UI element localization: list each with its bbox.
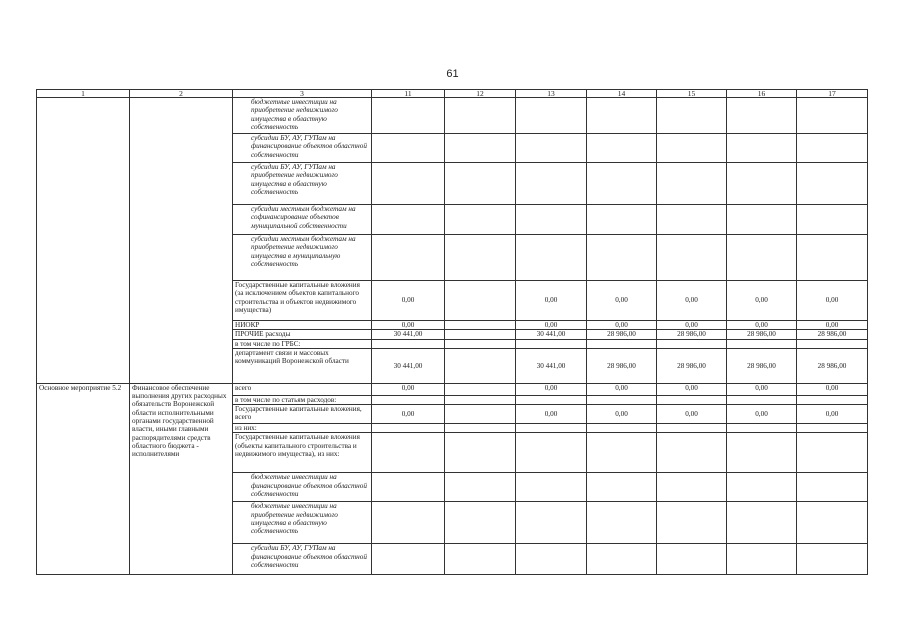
value-cell: [445, 348, 516, 383]
row-label: бюджетные инвестиции на приобретение недвижимого имущества в областную собственность: [233, 502, 372, 544]
value-cell: [587, 235, 657, 281]
value-cell: 0,00: [657, 281, 727, 321]
value-cell: 0,00: [797, 321, 868, 330]
value-cell: 0,00: [372, 383, 445, 395]
row-label: департамент связи и массовых коммуникаций Воронежской области: [233, 348, 372, 383]
value-cell: [797, 473, 868, 502]
value-cell: [727, 424, 797, 433]
value-cell: [797, 339, 868, 348]
value-cell: 0,00: [516, 321, 587, 330]
value-cell: 0,00: [516, 281, 587, 321]
value-cell: 28 986,00: [727, 348, 797, 383]
value-cell: [657, 424, 727, 433]
value-cell: 0,00: [516, 383, 587, 395]
value-cell: [727, 433, 797, 473]
value-cell: [797, 205, 868, 235]
value-cell: [797, 544, 868, 575]
column-header: 16: [727, 90, 797, 98]
row-label: Государственные капитальные вложения, всего: [233, 405, 372, 424]
row-label: субсидии местным бюджетам на приобретение недвижимого имущества в муниципальную собственность: [233, 235, 372, 281]
value-cell: [657, 235, 727, 281]
column-header: 3: [233, 90, 372, 98]
value-cell: [727, 544, 797, 575]
value-cell: [657, 205, 727, 235]
row-label: бюджетные инвестиции на приобретение недвижимого имущества в областную собственность: [233, 98, 372, 134]
value-cell: 0,00: [657, 405, 727, 424]
value-cell: [657, 502, 727, 544]
value-cell: 0,00: [797, 281, 868, 321]
column-header: 11: [372, 90, 445, 98]
value-cell: [587, 98, 657, 134]
value-cell: 28 986,00: [657, 330, 727, 339]
column-header: 13: [516, 90, 587, 98]
value-cell: [797, 395, 868, 404]
value-cell: [727, 98, 797, 134]
value-cell: [797, 98, 868, 134]
value-cell: 0,00: [372, 405, 445, 424]
value-cell: [797, 433, 868, 473]
value-cell: [587, 433, 657, 473]
event-cell-empty: [37, 98, 130, 384]
value-cell: [372, 544, 445, 575]
value-cell: [372, 473, 445, 502]
value-cell: [445, 330, 516, 339]
value-cell: [372, 134, 445, 163]
value-cell: [445, 405, 516, 424]
value-cell: [727, 235, 797, 281]
table-row: [37, 383, 868, 395]
value-cell: [727, 395, 797, 404]
column-header: 15: [657, 90, 727, 98]
value-cell: 30 441,00: [516, 348, 587, 383]
value-cell: [372, 395, 445, 404]
column-header: 2: [130, 90, 233, 98]
value-cell: [516, 395, 587, 404]
value-cell: [657, 339, 727, 348]
value-cell: [657, 544, 727, 575]
value-cell: [657, 134, 727, 163]
value-cell: [372, 98, 445, 134]
value-cell: [516, 235, 587, 281]
value-cell: 28 986,00: [797, 348, 868, 383]
row-label: ПРОЧИЕ расходы: [233, 330, 372, 339]
value-cell: [445, 502, 516, 544]
value-cell: 0,00: [587, 405, 657, 424]
value-cell: [445, 321, 516, 330]
value-cell: [516, 134, 587, 163]
page-number: 61: [446, 68, 459, 80]
value-cell: [797, 502, 868, 544]
value-cell: 30 441,00: [372, 348, 445, 383]
value-cell: 0,00: [727, 405, 797, 424]
value-cell: [587, 424, 657, 433]
value-cell: [727, 473, 797, 502]
value-cell: 0,00: [727, 281, 797, 321]
value-cell: [445, 339, 516, 348]
value-cell: 28 986,00: [797, 330, 868, 339]
value-cell: [445, 424, 516, 433]
value-cell: 0,00: [797, 405, 868, 424]
value-cell: [797, 134, 868, 163]
value-cell: 0,00: [727, 321, 797, 330]
value-cell: 30 441,00: [516, 330, 587, 339]
value-cell: [372, 163, 445, 205]
value-cell: 0,00: [657, 383, 727, 395]
value-cell: [372, 205, 445, 235]
value-cell: [657, 395, 727, 404]
value-cell: 30 441,00: [372, 330, 445, 339]
value-cell: 0,00: [372, 281, 445, 321]
value-cell: [587, 339, 657, 348]
row-label: субсидии местным бюджетам на софинансирование объектов муниципальной собственности: [233, 205, 372, 235]
row-label: в том числе по статьям расходов:: [233, 395, 372, 404]
value-cell: [587, 502, 657, 544]
value-cell: [445, 383, 516, 395]
value-cell: [445, 98, 516, 134]
value-cell: [727, 134, 797, 163]
value-cell: [657, 98, 727, 134]
value-cell: [445, 544, 516, 575]
value-cell: [516, 98, 587, 134]
value-cell: 0,00: [587, 321, 657, 330]
table-row: [37, 98, 868, 134]
value-cell: [516, 433, 587, 473]
value-cell: [797, 235, 868, 281]
row-label: из них:: [233, 424, 372, 433]
row-label: бюджетные инвестиции на финансирование объектов областной собственности: [233, 473, 372, 502]
value-cell: [657, 163, 727, 205]
column-header: 17: [797, 90, 868, 98]
value-cell: [372, 433, 445, 473]
value-cell: [516, 502, 587, 544]
value-cell: [445, 473, 516, 502]
value-cell: [445, 134, 516, 163]
description-cell: Финансовое обеспечение выполнения других расходных обязательств Воронежской области исполнительными органами государственной власти, иными главными распорядителями средств областного бюджета - исполнителями: [130, 383, 233, 575]
column-header: 12: [445, 90, 516, 98]
value-cell: 28 986,00: [657, 348, 727, 383]
value-cell: [372, 502, 445, 544]
row-label: субсидии БУ, АУ, ГУПам на финансирование объектов областной собственности: [233, 134, 372, 163]
value-cell: [445, 235, 516, 281]
value-cell: [587, 395, 657, 404]
value-cell: [516, 163, 587, 205]
column-header: 14: [587, 90, 657, 98]
row-label: субсидии БУ, АУ, ГУПам на финансирование объектов областной собственности: [233, 544, 372, 575]
value-cell: [657, 473, 727, 502]
budget-table: [36, 89, 868, 575]
row-label: Государственные капитальные вложения (объекты капитального строительства и недвижимого имущества), из них:: [233, 433, 372, 473]
value-cell: [657, 433, 727, 473]
value-cell: [516, 205, 587, 235]
value-cell: [727, 205, 797, 235]
value-cell: [587, 544, 657, 575]
value-cell: [727, 339, 797, 348]
row-label: субсидии БУ, АУ, ГУПам на приобретение недвижимого имущества в областную собственность: [233, 163, 372, 205]
value-cell: [587, 163, 657, 205]
value-cell: 28 986,00: [727, 330, 797, 339]
value-cell: [372, 424, 445, 433]
value-cell: [516, 424, 587, 433]
value-cell: 0,00: [587, 383, 657, 395]
value-cell: 0,00: [372, 321, 445, 330]
value-cell: [797, 424, 868, 433]
value-cell: [445, 163, 516, 205]
value-cell: [727, 502, 797, 544]
value-cell: [372, 339, 445, 348]
row-label: НИОКР: [233, 321, 372, 330]
value-cell: 0,00: [727, 383, 797, 395]
value-cell: 0,00: [797, 383, 868, 395]
row-label: всего: [233, 383, 372, 395]
value-cell: 0,00: [587, 281, 657, 321]
value-cell: [587, 205, 657, 235]
value-cell: 28 986,00: [587, 330, 657, 339]
value-cell: [587, 473, 657, 502]
value-cell: [727, 163, 797, 205]
description-cell-empty: [130, 98, 233, 384]
value-cell: [516, 339, 587, 348]
value-cell: [516, 473, 587, 502]
event-cell: Основное мероприятие 5.2: [37, 383, 130, 575]
value-cell: 28 986,00: [587, 348, 657, 383]
row-label: в том числе по ГРБС:: [233, 339, 372, 348]
value-cell: [797, 163, 868, 205]
column-header: 1: [37, 90, 130, 98]
value-cell: 0,00: [516, 405, 587, 424]
value-cell: 0,00: [657, 321, 727, 330]
value-cell: [516, 544, 587, 575]
row-label: Государственные капитальные вложения (за исключением объектов капитального строительства и объектов недвижимого имущества): [233, 281, 372, 321]
value-cell: [445, 205, 516, 235]
header-row: [37, 90, 868, 98]
value-cell: [445, 433, 516, 473]
value-cell: [445, 281, 516, 321]
value-cell: [372, 235, 445, 281]
value-cell: [587, 134, 657, 163]
value-cell: [445, 395, 516, 404]
